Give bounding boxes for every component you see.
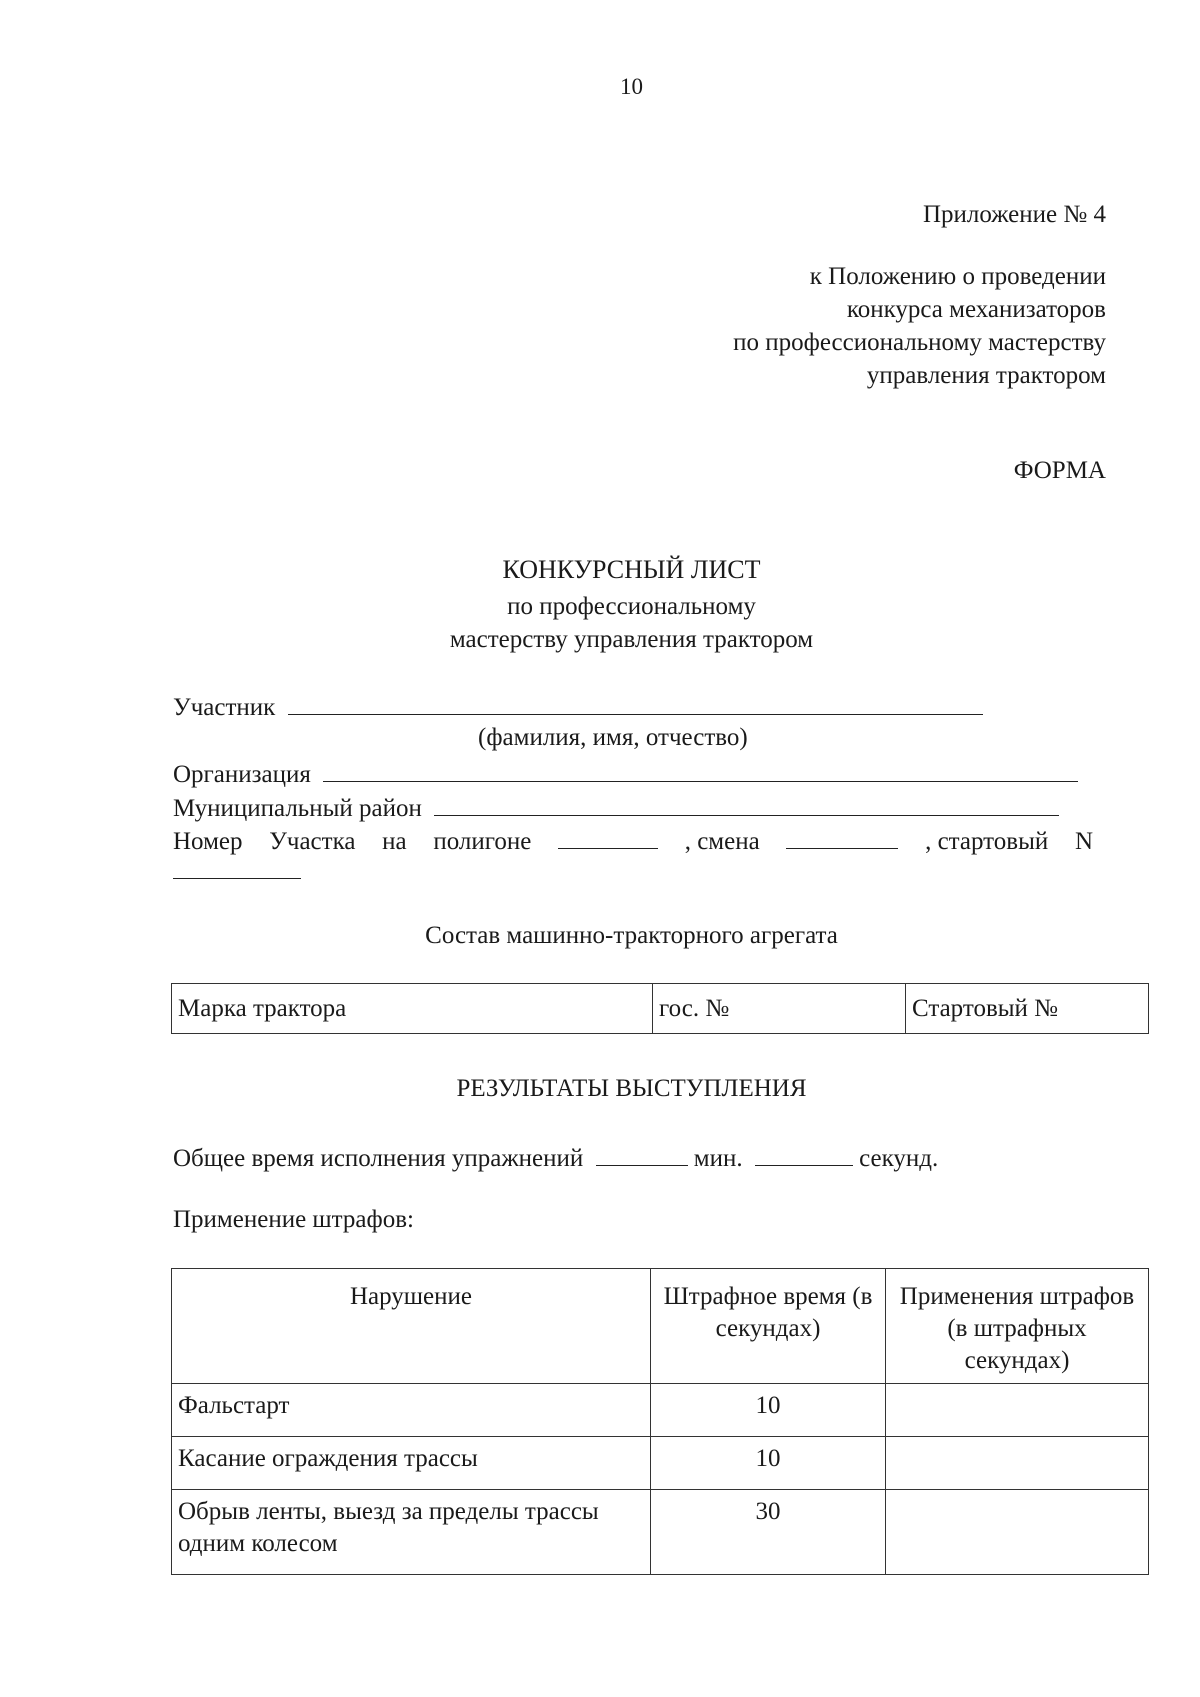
- applied-penalty-cell[interactable]: [886, 1437, 1149, 1490]
- participant-row: [173, 688, 983, 722]
- plot-word: Участка: [269, 828, 356, 855]
- organization-row: [173, 755, 1078, 789]
- violation-cell: Обрыв ленты, выезд за пределы трассы одним колесом: [172, 1490, 651, 1575]
- regulation-line: по профессиональному мастерству: [733, 329, 1106, 356]
- regulation-line: управления трактором: [866, 362, 1106, 389]
- start-number-field[interactable]: [173, 878, 301, 879]
- violation-header: Нарушение: [172, 1269, 651, 1384]
- violation-cell: Фальстарт: [172, 1384, 651, 1437]
- participant-label: Участник: [173, 694, 276, 721]
- document-title: КОНКУРСНЫЙ ЛИСТ: [502, 555, 761, 584]
- applied-penalty-cell[interactable]: [886, 1384, 1149, 1437]
- page-number: 10: [620, 74, 643, 99]
- district-field[interactable]: [434, 789, 1059, 816]
- minutes-label: мин.: [693, 1145, 743, 1172]
- table-header-row: [172, 1269, 1149, 1384]
- district-label: Муниципальный район: [173, 795, 422, 822]
- district-row: [173, 789, 1059, 823]
- participant-caption: (фамилия, имя, отчество): [478, 724, 748, 751]
- penalty-time-cell: 30: [651, 1490, 886, 1575]
- start-suffix: N: [1074, 828, 1093, 855]
- penalty-table: [171, 1268, 1149, 1575]
- start-number-cell: Стартовый №: [906, 984, 1149, 1034]
- regulation-line: конкурса механизаторов: [846, 296, 1106, 323]
- unit-section-title: Состав машинно-тракторного агрегата: [425, 922, 838, 949]
- regulation-line: к Положению о проведении: [809, 263, 1106, 290]
- plot-number-field[interactable]: [558, 822, 658, 849]
- results-title: РЕЗУЛЬТАТЫ ВЫСТУПЛЕНИЯ: [456, 1075, 807, 1102]
- total-time-label: Общее время исполнения упражнений: [173, 1145, 584, 1172]
- shift-field[interactable]: [786, 822, 898, 849]
- applied-penalty-cell[interactable]: [886, 1490, 1149, 1575]
- plot-word: на: [382, 828, 407, 855]
- penalty-time-header: Штрафное время (в секундах): [651, 1269, 886, 1384]
- document-subtitle: [0, 590, 1200, 656]
- shift-label: , смена: [684, 828, 760, 855]
- table-row: [172, 1490, 1149, 1575]
- plot-word: Номер: [173, 828, 243, 855]
- subtitle-line: по профессиональному: [507, 593, 756, 620]
- regulation-reference: [733, 260, 1106, 392]
- violation-cell: Касание ограждения трассы: [172, 1437, 651, 1490]
- penalties-label: Применение штрафов:: [173, 1206, 414, 1233]
- table-row: [172, 1384, 1149, 1437]
- plot-row: [173, 822, 1093, 856]
- total-time-row: [173, 1139, 938, 1173]
- seconds-label: секунд.: [859, 1145, 939, 1172]
- seconds-field[interactable]: [755, 1139, 853, 1166]
- organization-field[interactable]: [323, 755, 1078, 782]
- unit-table: [171, 983, 1149, 1034]
- start-label: , стартовый: [925, 828, 1049, 855]
- table-row: [172, 984, 1149, 1034]
- organization-label: Организация: [173, 761, 311, 788]
- tractor-brand-cell: Марка трактора: [172, 984, 653, 1034]
- minutes-field[interactable]: [596, 1139, 688, 1166]
- form-label: ФОРМА: [1013, 457, 1106, 484]
- plot-word: полигоне: [433, 828, 532, 855]
- appendix-label: Приложение № 4: [922, 201, 1106, 228]
- applied-penalty-header: Применения штрафов (в штрафных секундах): [886, 1269, 1149, 1384]
- participant-field[interactable]: [288, 688, 983, 715]
- penalty-time-cell: 10: [651, 1384, 886, 1437]
- penalty-time-cell: 10: [651, 1437, 886, 1490]
- subtitle-line: мастерству управления трактором: [449, 626, 814, 653]
- table-row: [172, 1437, 1149, 1490]
- state-number-cell: гос. №: [653, 984, 906, 1034]
